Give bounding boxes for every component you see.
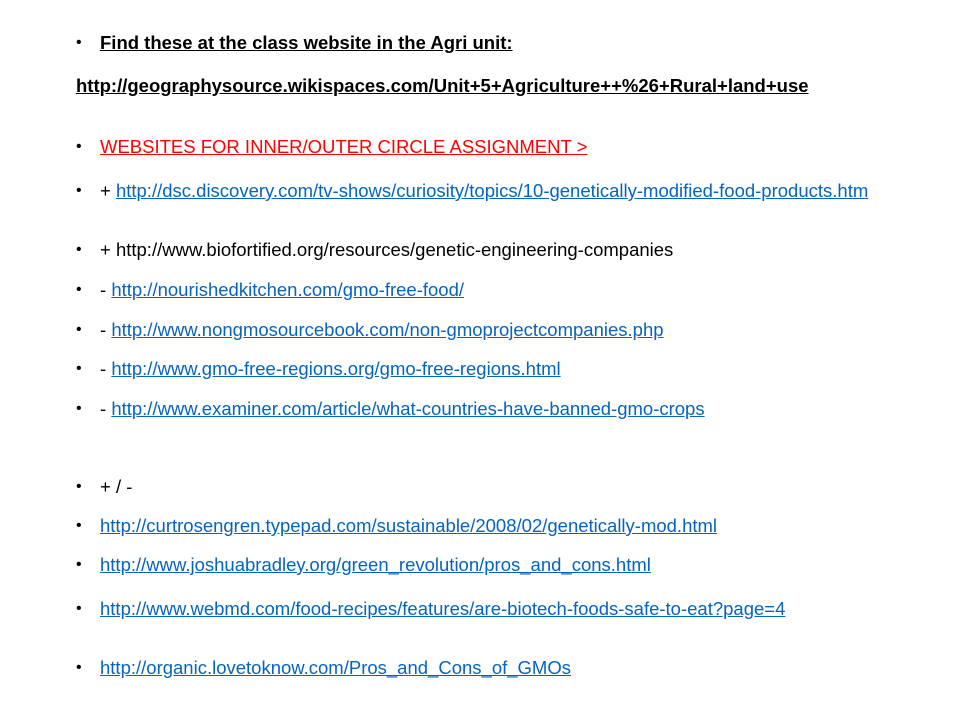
bullet-dot: • [76,659,82,676]
bullet-dot: • [76,517,82,534]
class-website-url[interactable]: http://geographysource.wikispaces.com/Unit+5+Agriculture++%26+Rural+land+use [76,75,809,96]
item-prefix: - [100,279,112,300]
plus-minus-heading: + / - [100,476,133,497]
inner-outer-circle-heading[interactable]: WEBSITES FOR INNER/OUTER CIRCLE ASSIGNMENT > [100,136,588,157]
bullet-dot: • [76,241,82,258]
bullet-dot: • [76,281,82,298]
item-prefix: - [100,398,112,419]
list-item [100,357,890,380]
list-item [100,278,890,301]
bullet-dot: • [76,360,82,377]
bullet-dot: • [76,182,82,199]
bullet-dot: • [76,556,82,573]
nongmosourcebook-link[interactable]: http://www.nongmosourcebook.com/non-gmoprojectcompanies.php [111,319,664,340]
item-prefix: - [100,319,112,340]
curtrosengren-link[interactable]: http://curtrosengren.typepad.com/sustainable/2008/02/genetically-mod.html [100,515,718,536]
bullet-dot: • [76,600,82,617]
lovetoknow-link[interactable]: http://organic.lovetoknow.com/Pros_and_Cons_of_GMOs [100,657,571,678]
joshuabradley-link[interactable]: http://www.joshuabradley.org/green_revolution/pros_and_cons.html [100,554,651,575]
list-item [100,179,890,202]
item-prefix: - [100,358,112,379]
bullet-dot: • [76,478,82,495]
biofortified-plain-text: + http://www.biofortified.org/resources/genetic-engineering-companies [100,239,674,260]
bullet-dot: • [76,34,82,51]
item-prefix: + [100,180,116,201]
examiner-link[interactable]: http://www.examiner.com/article/what-countries-have-banned-gmo-crops [111,398,705,419]
bullet-dot: • [76,400,82,417]
class-website-heading: Find these at the class website in the Agri unit: [100,32,513,53]
list-item [100,318,890,341]
webmd-link[interactable]: http://www.webmd.com/food-recipes/features/are-biotech-foods-safe-to-eat?page=4 [100,598,786,619]
bullet-dot: • [76,321,82,338]
list-item [100,397,890,420]
bullet-dot: • [76,138,82,155]
nourishedkitchen-link[interactable]: http://nourishedkitchen.com/gmo-free-food/ [111,279,465,300]
gmo-free-regions-link[interactable]: http://www.gmo-free-regions.org/gmo-free-regions.html [111,358,561,379]
discovery-link[interactable]: http://dsc.discovery.com/tv-shows/curiosity/topics/10-genetically-modified-food-products.htm [115,180,869,201]
